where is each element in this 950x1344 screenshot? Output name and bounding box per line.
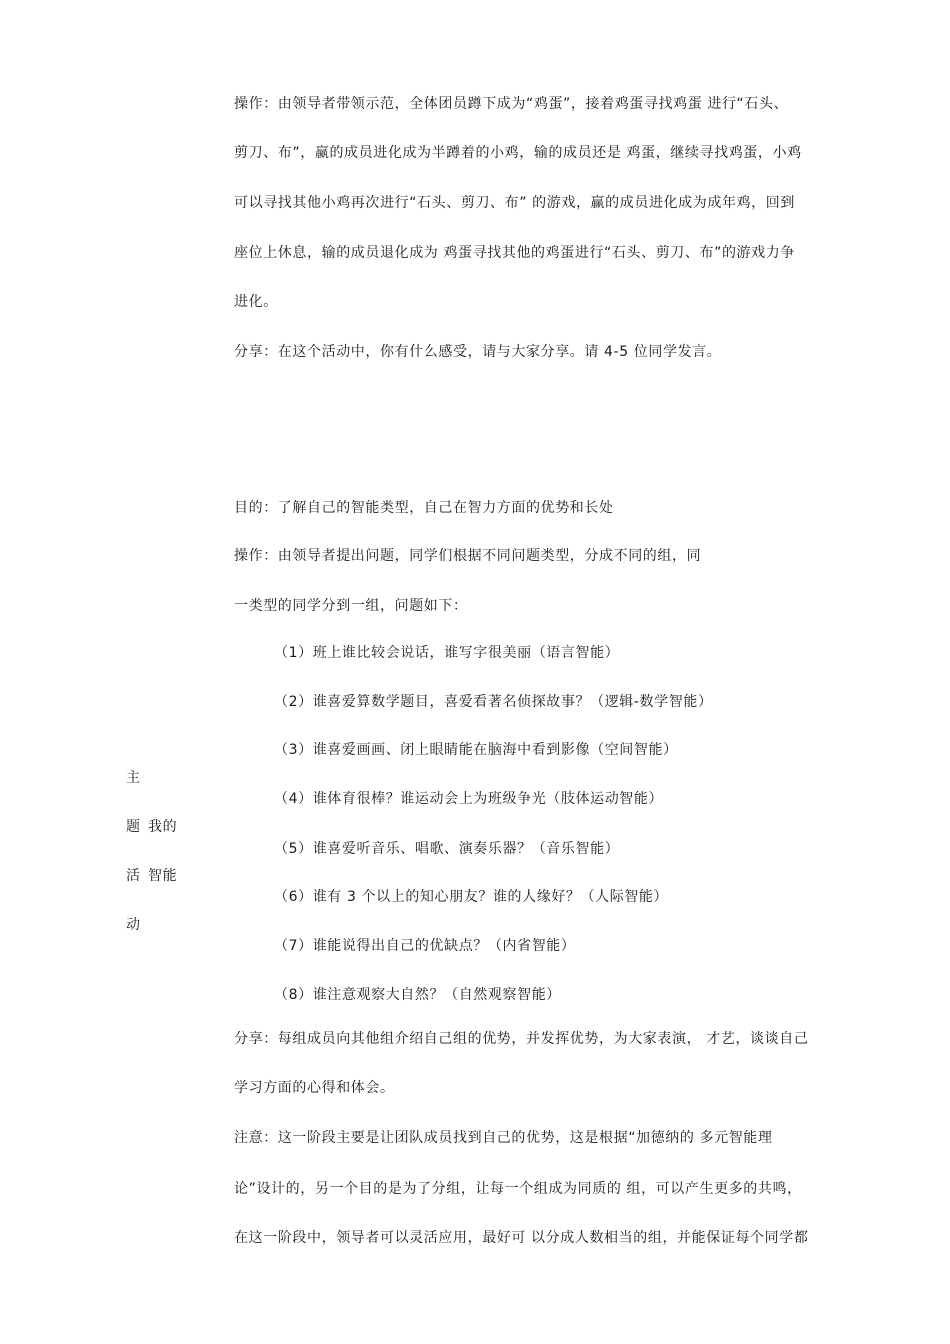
question-item: （8）谁注意观察大自然？（自然观察智能） bbox=[274, 987, 561, 1003]
operation-text-line: 一类型的同学分到一组，问题如下： bbox=[234, 598, 468, 614]
side-label-dong: 动 bbox=[126, 917, 141, 933]
operation-text-line: 座位上休息，输的成员退化成为 鸡蛋寻找其他的鸡蛋进行“石头、剪刀、布”的游戏力争 bbox=[234, 245, 795, 261]
side-label-zhu: 主 bbox=[126, 770, 141, 786]
side-label-zhineng: 智能 bbox=[148, 868, 178, 884]
purpose-text: 目的：了解自己的智能类型，自己在智力方面的优势和长处 bbox=[234, 500, 614, 516]
side-label-wode: 我的 bbox=[148, 819, 178, 835]
note-text-line: 注意：这一阶段主要是让团队成员找到自己的优势，这是根据“加德纳的 多元智能理 bbox=[234, 1130, 773, 1146]
question-item: （5）谁喜爱听音乐、唱歌、演奏乐器？（音乐智能） bbox=[274, 841, 620, 857]
operation-text-line: 可以寻找其他小鸡再次进行“石头、剪刀、布” 的游戏，赢的成员进化成为成年鸡，回到 bbox=[234, 195, 795, 211]
operation-text-line: 进化。 bbox=[234, 294, 278, 310]
note-text-line: 论”设计的，另一个目的是为了分组，让每一个组成为同质的 组，可以产生更多的共鸣， bbox=[234, 1181, 802, 1197]
question-item: （1）班上谁比较会说话，谁写字很美丽（语言智能） bbox=[274, 645, 620, 661]
question-item: （2）谁喜爱算数学题目，喜爱看著名侦探故事？（逻辑-数学智能） bbox=[274, 694, 713, 710]
operation-text-line: 操作：由领导者提出问题，同学们根据不同问题类型，分成不同的组，同 bbox=[234, 548, 702, 564]
question-item: （4）谁体育很棒？谁运动会上为班级争光（肢体运动智能） bbox=[274, 791, 664, 807]
question-item: （7）谁能说得出自己的优缺点？（内省智能） bbox=[274, 938, 576, 954]
question-item: （3）谁喜爱画画、闭上眼睛能在脑海中看到影像（空间智能） bbox=[274, 742, 678, 758]
share-text-line: 分享：每组成员向其他组介绍自己组的优势，并发挥优势，为大家表演， 才艺，谈谈自己 bbox=[234, 1031, 809, 1047]
operation-text-line: 操作：由领导者带领示范，全体团员蹲下成为“鸡蛋”，接着鸡蛋寻找鸡蛋 进行“石头、 bbox=[234, 96, 789, 112]
operation-text-line: 剪刀、布”，赢的成员进化成为半蹲着的小鸡，输的成员还是 鸡蛋，继续寻找鸡蛋，小鸡 bbox=[234, 145, 802, 161]
side-label-huo: 活 bbox=[126, 868, 141, 884]
note-text-line: 在这一阶段中，领导者可以灵活应用，最好可 以分成人数相当的组，并能保证每个同学都 bbox=[234, 1230, 809, 1246]
share-text: 分享：在这个活动中，你有什么感受，请与大家分享。请 4-5 位同学发言。 bbox=[234, 344, 722, 360]
question-item: （6）谁有 3 个以上的知心朋友？谁的人缘好？（人际智能） bbox=[274, 889, 669, 905]
side-label-ti: 题 bbox=[126, 819, 141, 835]
share-text-line: 学习方面的心得和体会。 bbox=[234, 1080, 395, 1096]
